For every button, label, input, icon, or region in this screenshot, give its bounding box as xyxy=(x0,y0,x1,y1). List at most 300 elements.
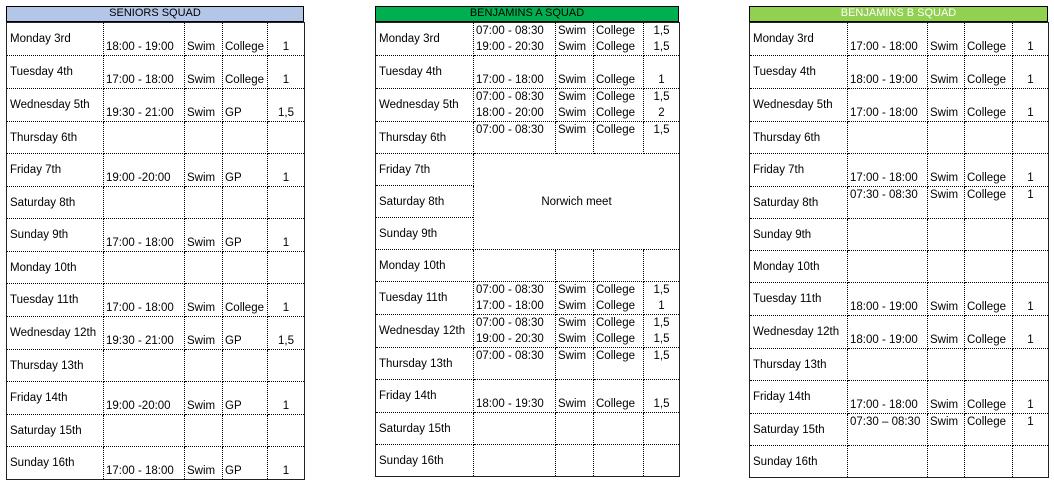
slot-line: 07:30 – 08:30 xyxy=(850,416,921,428)
slot-line: Swim xyxy=(187,335,216,347)
squad-header: SENIORS SQUAD xyxy=(6,6,304,22)
time-cell xyxy=(104,154,185,187)
slot-line: Swim xyxy=(930,74,959,86)
venue-cell xyxy=(965,187,1013,219)
slot-line: 1 xyxy=(1027,74,1034,86)
slot-line: 19:00 - 20:30 xyxy=(476,333,544,345)
hours-cell xyxy=(268,252,305,284)
time-cell xyxy=(474,89,556,122)
slot-line: 18:00 - 19:00 xyxy=(106,41,174,53)
hours-cell xyxy=(644,315,680,348)
hours-cell xyxy=(268,415,305,447)
table-row xyxy=(7,415,305,447)
table-row xyxy=(376,445,680,477)
venue-cell xyxy=(594,380,644,413)
time-cell xyxy=(104,122,185,154)
hours-cell xyxy=(1013,219,1049,251)
venue-cell xyxy=(594,250,644,282)
day-cell: Sunday 16th xyxy=(750,446,848,478)
venue-cell xyxy=(594,56,644,89)
slot-line: Swim xyxy=(558,317,587,329)
slot-line: GP xyxy=(225,335,242,347)
table-row xyxy=(376,122,680,154)
slot-line: College xyxy=(596,107,635,119)
slot-line: Swim xyxy=(558,74,587,86)
hours-cell xyxy=(644,23,680,56)
day-cell: Sunday 16th xyxy=(7,447,104,480)
table-row xyxy=(376,282,680,315)
slot-line: College xyxy=(225,74,264,86)
day-cell: Thursday 6th xyxy=(376,122,474,154)
hours-cell xyxy=(1013,187,1049,219)
hours-cell xyxy=(1013,446,1049,478)
slot-line: College xyxy=(596,91,635,103)
slot-line: College xyxy=(225,302,264,314)
slot-line: 1 xyxy=(1027,107,1034,119)
venue-cell xyxy=(223,447,268,480)
slot-line: College xyxy=(596,25,635,37)
table-row xyxy=(750,414,1049,446)
slot-line: 1,5 xyxy=(653,317,670,329)
slot-line: 17:00 - 18:00 xyxy=(106,74,174,86)
time-cell xyxy=(474,413,556,445)
activity-cell xyxy=(185,317,223,350)
activity-cell xyxy=(185,252,223,284)
time-cell xyxy=(474,250,556,282)
time-cell xyxy=(104,187,185,219)
day-cell: Sunday 9th xyxy=(750,219,848,251)
hours-cell xyxy=(1013,56,1049,89)
slot-line: Swim xyxy=(558,41,587,53)
day-cell: Thursday 13th xyxy=(7,350,104,382)
slot-line: College xyxy=(967,301,1006,313)
slot-line: 07:00 - 08:30 xyxy=(476,124,544,136)
slot-line: College xyxy=(596,124,635,136)
slot-line: Swim xyxy=(558,107,587,119)
hours-cell xyxy=(268,447,305,480)
table-row xyxy=(750,316,1049,349)
slot-line: 19:30 - 21:00 xyxy=(106,335,174,347)
slot-line: Swim xyxy=(930,41,959,53)
table-row xyxy=(750,122,1049,154)
activity-cell xyxy=(928,414,965,446)
time-cell xyxy=(104,447,185,480)
slot-line: 07:00 - 08:30 xyxy=(476,284,544,296)
schedule-table xyxy=(749,22,1049,478)
slot-line: 19:00 - 20:30 xyxy=(476,41,544,53)
day-cell: Saturday 8th xyxy=(376,186,474,218)
benjamins-a-squad xyxy=(375,6,679,477)
time-cell xyxy=(104,415,185,447)
slot-line: College xyxy=(596,74,635,86)
table-row xyxy=(7,219,305,252)
time-cell xyxy=(848,251,928,283)
hours-cell xyxy=(644,56,680,89)
slot-line: 17:00 - 18:00 xyxy=(850,399,918,411)
day-cell: Sunday 9th xyxy=(7,219,104,252)
time-cell xyxy=(848,122,928,154)
activity-cell xyxy=(928,283,965,316)
slot-line: 1,5 xyxy=(278,107,294,119)
day-cell: Wednesday 5th xyxy=(7,89,104,122)
venue-cell xyxy=(223,23,268,56)
hours-cell xyxy=(268,154,305,187)
hours-cell xyxy=(644,413,680,445)
slot-line: College xyxy=(596,41,635,53)
slot-line: GP xyxy=(225,237,242,249)
slot-line: 1 xyxy=(282,465,290,477)
slot-line: Swim xyxy=(187,172,216,184)
table-row xyxy=(750,381,1049,414)
activity-cell xyxy=(185,187,223,219)
hours-cell xyxy=(1013,381,1049,414)
slot-line: College xyxy=(967,172,1006,184)
time-cell xyxy=(104,350,185,382)
hours-cell xyxy=(1013,251,1049,283)
slot-line: 07:00 - 08:30 xyxy=(476,25,544,37)
activity-cell xyxy=(928,187,965,219)
slot-line: 1 xyxy=(282,302,290,314)
slot-line: College xyxy=(967,41,1006,53)
time-cell xyxy=(104,219,185,252)
table-row xyxy=(376,250,680,282)
venue-cell xyxy=(594,315,644,348)
hours-cell xyxy=(268,23,305,56)
day-cell: Wednesday 5th xyxy=(376,89,474,122)
slot-line: GP xyxy=(225,172,242,184)
time-cell xyxy=(848,414,928,446)
slot-line: 1,5 xyxy=(653,284,670,296)
time-cell xyxy=(848,349,928,381)
table-row xyxy=(750,56,1049,89)
venue-cell xyxy=(594,282,644,315)
slot-line: College xyxy=(967,416,1006,428)
time-cell xyxy=(104,284,185,317)
venue-cell xyxy=(223,382,268,415)
hours-cell xyxy=(268,187,305,219)
day-cell: Monday 10th xyxy=(7,252,104,284)
time-cell xyxy=(848,56,928,89)
slot-line: 1 xyxy=(1027,416,1034,428)
slot-line: 17:00 - 18:00 xyxy=(106,237,174,249)
slot-line: 17:00 - 18:00 xyxy=(476,74,544,86)
slot-line: 1 xyxy=(1027,334,1034,346)
venue-cell xyxy=(965,251,1013,283)
table-row xyxy=(7,56,305,89)
slot-line: 18:00 - 19:00 xyxy=(850,301,918,313)
day-cell: Monday 10th xyxy=(376,250,474,282)
activity-cell xyxy=(928,446,965,478)
venue-cell xyxy=(223,122,268,154)
day-cell: Tuesday 11th xyxy=(376,282,474,315)
hours-cell xyxy=(268,89,305,122)
slot-line: 1,5 xyxy=(278,335,294,347)
squad-header: BENJAMINS B SQUAD xyxy=(749,6,1048,22)
slot-line: College xyxy=(967,74,1006,86)
day-cell: Friday 7th xyxy=(750,154,848,187)
activity-cell xyxy=(928,219,965,251)
time-cell xyxy=(848,316,928,349)
venue-cell xyxy=(965,446,1013,478)
activity-cell xyxy=(185,415,223,447)
slot-line: 18:00 - 19:00 xyxy=(850,334,918,346)
schedule-table xyxy=(6,22,305,480)
venue-cell xyxy=(594,89,644,122)
slot-line: Swim xyxy=(187,302,216,314)
slot-line: 1 xyxy=(1027,399,1034,411)
activity-cell xyxy=(928,154,965,187)
activity-cell xyxy=(928,349,965,381)
venue-cell xyxy=(594,445,644,477)
slot-line: Swim xyxy=(558,25,587,37)
day-cell: Tuesday 4th xyxy=(750,56,848,89)
slot-line: 17:00 - 18:00 xyxy=(476,300,544,312)
venue-cell xyxy=(223,219,268,252)
time-cell xyxy=(848,187,928,219)
slot-line: 1,5 xyxy=(653,350,670,362)
slot-line: College xyxy=(596,284,635,296)
slot-line: Swim xyxy=(930,301,959,313)
table-row xyxy=(376,380,680,413)
venue-cell xyxy=(594,23,644,56)
day-cell: Monday 3rd xyxy=(7,23,104,56)
table-row xyxy=(376,23,680,56)
table-row xyxy=(376,56,680,89)
day-cell: Tuesday 4th xyxy=(7,56,104,89)
day-cell: Thursday 6th xyxy=(7,122,104,154)
benjamins-b-squad xyxy=(749,6,1048,478)
table-row xyxy=(750,187,1049,219)
venue-cell xyxy=(965,283,1013,316)
slot-line: 1 xyxy=(658,74,665,86)
activity-cell xyxy=(185,219,223,252)
day-cell: Thursday 13th xyxy=(750,349,848,381)
venue-cell xyxy=(965,414,1013,446)
slot-line: Swim xyxy=(558,398,587,410)
slot-line: 07:00 - 08:30 xyxy=(476,350,544,362)
activity-cell xyxy=(556,282,594,315)
time-cell xyxy=(104,89,185,122)
table-row xyxy=(376,89,680,122)
time-cell xyxy=(848,23,928,56)
slot-line: 1,5 xyxy=(653,91,670,103)
squad-header: BENJAMINS A SQUAD xyxy=(375,6,679,22)
hours-cell xyxy=(644,348,680,380)
hours-cell xyxy=(1013,349,1049,381)
venue-cell xyxy=(594,348,644,380)
hours-cell xyxy=(644,445,680,477)
activity-cell xyxy=(556,122,594,154)
activity-cell xyxy=(928,251,965,283)
day-cell: Wednesday 12th xyxy=(376,315,474,348)
day-cell: Wednesday 5th xyxy=(750,89,848,122)
hours-cell xyxy=(644,122,680,154)
slot-line: 18:00 - 19:30 xyxy=(476,398,544,410)
time-cell xyxy=(848,89,928,122)
activity-cell xyxy=(928,381,965,414)
slot-line: 1,5 xyxy=(653,398,670,410)
activity-cell xyxy=(556,445,594,477)
slot-line: Swim xyxy=(558,91,587,103)
slot-line: GP xyxy=(225,400,242,412)
hours-cell xyxy=(268,382,305,415)
time-cell xyxy=(474,23,556,56)
venue-cell xyxy=(594,413,644,445)
activity-cell xyxy=(185,122,223,154)
hours-cell xyxy=(268,284,305,317)
activity-cell xyxy=(185,350,223,382)
table-row xyxy=(7,350,305,382)
slot-line: College xyxy=(967,107,1006,119)
slot-line: Swim xyxy=(187,107,216,119)
activity-cell xyxy=(185,154,223,187)
time-cell xyxy=(848,154,928,187)
time-cell xyxy=(104,56,185,89)
hours-cell xyxy=(1013,414,1049,446)
day-cell: Friday 7th xyxy=(376,154,474,186)
activity-cell xyxy=(185,23,223,56)
day-cell: Friday 14th xyxy=(7,382,104,415)
day-cell: Friday 14th xyxy=(376,380,474,413)
venue-cell xyxy=(223,154,268,187)
venue-cell xyxy=(965,23,1013,56)
day-cell: Sunday 9th xyxy=(376,218,474,250)
venue-cell xyxy=(965,316,1013,349)
hours-cell xyxy=(268,317,305,350)
hours-cell xyxy=(1013,89,1049,122)
table-row xyxy=(750,349,1049,381)
slot-line: 1,5 xyxy=(653,124,670,136)
activity-cell xyxy=(928,122,965,154)
slot-line: 19:30 - 21:00 xyxy=(106,107,174,119)
slot-line: 1 xyxy=(282,237,290,249)
slot-line: 07:00 - 08:30 xyxy=(476,317,544,329)
slot-line: 1 xyxy=(658,300,665,312)
hours-cell xyxy=(1013,122,1049,154)
slot-line: Swim xyxy=(558,284,587,296)
venue-cell xyxy=(965,349,1013,381)
slot-line: Swim xyxy=(930,172,959,184)
venue-cell xyxy=(223,56,268,89)
table-row xyxy=(7,154,305,187)
table-row xyxy=(7,122,305,154)
table-row xyxy=(7,284,305,317)
day-cell: Wednesday 12th xyxy=(7,317,104,350)
venue-cell xyxy=(223,284,268,317)
day-cell: Wednesday 12th xyxy=(750,316,848,349)
time-cell xyxy=(848,283,928,316)
day-cell: Saturday 8th xyxy=(750,187,848,219)
slot-line: 1 xyxy=(1027,301,1034,313)
time-cell xyxy=(104,252,185,284)
meet-cell: Norwich meet xyxy=(474,154,680,250)
slot-line: 07:30 - 08:30 xyxy=(850,189,918,201)
activity-cell xyxy=(556,250,594,282)
slot-line: 1 xyxy=(282,172,290,184)
time-cell xyxy=(848,446,928,478)
day-cell: Monday 3rd xyxy=(376,23,474,56)
slot-line: College xyxy=(596,350,635,362)
slot-line: 1,5 xyxy=(653,25,670,37)
day-cell: Monday 10th xyxy=(750,251,848,283)
venue-cell xyxy=(965,89,1013,122)
venue-cell xyxy=(965,56,1013,89)
table-row xyxy=(376,413,680,445)
day-cell: Saturday 15th xyxy=(750,414,848,446)
table-row xyxy=(7,23,305,56)
activity-cell xyxy=(556,348,594,380)
slot-line: 18:00 - 20:00 xyxy=(476,107,544,119)
day-cell: Monday 3rd xyxy=(750,23,848,56)
slot-line: GP xyxy=(225,107,242,119)
slot-line: 17:00 - 18:00 xyxy=(850,41,918,53)
slot-line: College xyxy=(596,317,635,329)
time-cell xyxy=(474,282,556,315)
venue-cell xyxy=(223,350,268,382)
slot-line: College xyxy=(967,399,1006,411)
slot-line: College xyxy=(967,189,1006,201)
time-cell xyxy=(474,56,556,89)
time-cell xyxy=(474,315,556,348)
time-cell xyxy=(104,23,185,56)
hours-cell xyxy=(644,250,680,282)
slot-line: Swim xyxy=(187,237,216,249)
activity-cell xyxy=(185,284,223,317)
activity-cell xyxy=(928,23,965,56)
table-row xyxy=(7,382,305,415)
slot-line: 18:00 - 19:00 xyxy=(850,74,918,86)
day-cell: Friday 7th xyxy=(7,154,104,187)
activity-cell xyxy=(185,382,223,415)
slot-line: 17:00 - 18:00 xyxy=(850,172,918,184)
table-row xyxy=(7,89,305,122)
table-row xyxy=(7,187,305,219)
hours-cell xyxy=(1013,283,1049,316)
slot-line: 2 xyxy=(658,107,665,119)
slot-line: 17:00 - 18:00 xyxy=(106,302,174,314)
slot-line: Swim xyxy=(558,333,587,345)
hours-cell xyxy=(268,219,305,252)
hours-cell xyxy=(644,380,680,413)
table-row xyxy=(7,447,305,480)
activity-cell xyxy=(185,56,223,89)
activity-cell xyxy=(185,447,223,480)
hours-cell xyxy=(1013,23,1049,56)
slot-line: College xyxy=(967,334,1006,346)
slot-line: 07:00 - 08:30 xyxy=(476,91,544,103)
activity-cell xyxy=(556,89,594,122)
activity-cell xyxy=(556,23,594,56)
slot-line: 19:00 -20:00 xyxy=(106,172,171,184)
slot-line: 1,5 xyxy=(653,41,670,53)
slot-line: 1 xyxy=(1027,41,1034,53)
slot-line: College xyxy=(596,333,635,345)
table-row xyxy=(750,251,1049,283)
hours-cell xyxy=(1013,316,1049,349)
slot-line: 1,5 xyxy=(653,333,670,345)
time-cell xyxy=(104,317,185,350)
slot-line: Swim xyxy=(930,107,959,119)
slot-line: Swim xyxy=(558,350,587,362)
hours-cell xyxy=(1013,154,1049,187)
venue-cell xyxy=(594,122,644,154)
slot-line: College xyxy=(225,41,264,53)
day-cell: Friday 14th xyxy=(750,381,848,414)
hours-cell xyxy=(268,350,305,382)
activity-cell xyxy=(556,413,594,445)
activity-cell xyxy=(556,56,594,89)
day-cell: Thursday 6th xyxy=(750,122,848,154)
